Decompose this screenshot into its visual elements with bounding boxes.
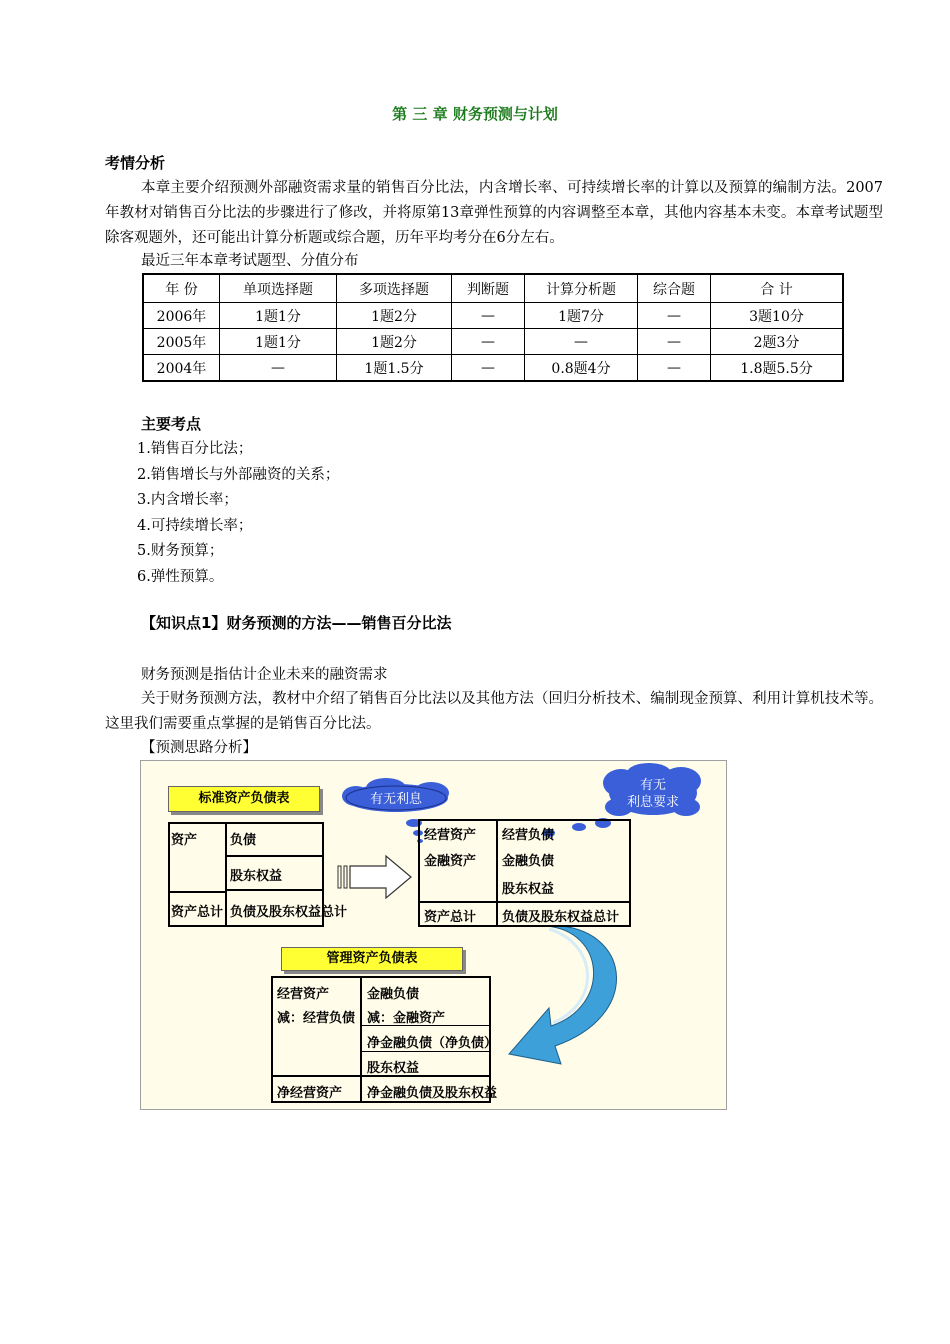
table-header-cell: 判断题	[452, 274, 525, 303]
mid-operating-asset-label: 经营资产	[424, 828, 477, 843]
table-cell: 1题1分	[220, 303, 337, 329]
table-header-cell: 单项选择题	[220, 274, 337, 303]
cloud-label-line1: 有无	[639, 778, 667, 793]
table-cell: 1题1.5分	[337, 355, 452, 382]
mgmt-less-operating-liability-label: 减：经营负债	[277, 1011, 356, 1026]
cloud-label-line2: 利息要求	[626, 795, 680, 810]
table-cell: —	[638, 355, 711, 382]
mid-total-assets-label: 资产总计	[424, 910, 477, 925]
table-cell: 1.8题5.5分	[711, 355, 844, 382]
table-cell: 1题1分	[220, 329, 337, 355]
mgmt-less-financial-asset-label: 减：金融资产	[367, 1011, 446, 1026]
list-item: 3.内含增长率；	[137, 492, 238, 508]
list-item: 4.可持续增长率；	[137, 517, 253, 534]
mgmt-financial-liability-label: 金融负债	[367, 987, 420, 1002]
page-title: 第 三 章 财务预测与计划	[392, 105, 558, 123]
table-cell: 0.8题4分	[525, 355, 638, 382]
key-points-list	[137, 437, 339, 590]
table-cell: 2006年	[143, 303, 220, 329]
right-arrow-icon	[338, 856, 411, 898]
mgmt-equity-label: 股东权益	[367, 1061, 420, 1076]
table-cell: —	[638, 329, 711, 355]
std-total-assets-label: 资产总计	[171, 905, 224, 920]
table-cell: 3题10分	[711, 303, 844, 329]
std-asset-label: 资产	[171, 833, 198, 848]
table-header-cell: 综合题	[638, 274, 711, 303]
mid-financial-liability-label: 金融负债	[502, 854, 555, 869]
management-balance-sheet-title: 管理资产负债表	[281, 947, 463, 971]
kp-subheading: 【预测思路分析】	[141, 740, 257, 756]
table-cell: 2题3分	[711, 329, 844, 355]
table-header-cell: 计算分析题	[525, 274, 638, 303]
mid-financial-asset-label: 金融资产	[424, 854, 477, 869]
table-cell: 2004年	[143, 355, 220, 382]
cloud-icon	[603, 763, 701, 816]
mgmt-net-operating-asset-label: 净经营资产	[277, 1086, 343, 1101]
table-header-cell: 年 份	[143, 274, 220, 303]
std-equity-label: 股东权益	[230, 869, 283, 884]
mid-total-liab-equity-label: 负债及股东权益总计	[502, 910, 620, 925]
exam-distribution-table	[142, 273, 844, 382]
standard-balance-sheet-title: 标准资产负债表	[168, 786, 320, 812]
exam-analysis-paragraph: 本章主要介绍预测外部融资需求量的销售百分比法，内含增长率、可持续增长率的计算以及预算的编制方法。2007年教材对销售百分比法的步骤进行了修改，并将原第13章弹性预算的内容调整至本章，其他内容基本未变。本章考试题型除客观题外，还可能出计算分析题或综合题，历年平均考分在6分左右。	[105, 180, 883, 246]
kp-paragraph: 关于财务预测方法，教材中介绍了销售百分比法以及其他方法（回归分析技术、编制现金预算、利用计算机技术等。这里我们需要重点掌握的是销售百分比法。	[105, 691, 883, 732]
cloud-icon	[342, 778, 449, 812]
table-cell: 1题2分	[337, 329, 452, 355]
mgmt-total-label: 净金融负债及股东权益	[367, 1086, 498, 1101]
table-cell: 2005年	[143, 329, 220, 355]
table-cell: —	[452, 329, 525, 355]
std-total-liab-equity-label: 负债及股东权益总计	[230, 905, 348, 920]
table-cell: —	[220, 355, 337, 382]
list-item: 1.销售百分比法；	[137, 441, 253, 457]
table-header-cell: 合 计	[711, 274, 844, 303]
table-row	[143, 303, 843, 329]
table-cell: 1题7分	[525, 303, 638, 329]
table-cell: —	[638, 303, 711, 329]
section-heading-exam-analysis: 考情分析	[105, 154, 166, 172]
mid-equity-label: 股东权益	[502, 882, 555, 897]
list-item: 2.销售增长与外部融资的关系；	[137, 466, 340, 483]
mgmt-net-financial-liability-label: 净金融负债（净负债）	[367, 1036, 498, 1051]
balance-sheet-diagram	[140, 760, 727, 1110]
table-caption: 最近三年本章考试题型、分值分布	[141, 253, 359, 269]
section-heading-key-points: 主要考点	[141, 415, 202, 433]
cloud-label-interest: 有无利息	[369, 792, 423, 807]
table-cell: —	[452, 303, 525, 329]
std-liability-label: 负债	[230, 833, 257, 848]
mgmt-operating-asset-label: 经营资产	[277, 987, 330, 1002]
table-cell: —	[452, 355, 525, 382]
list-item: 6.弹性预算。	[137, 568, 224, 585]
knowledge-point-heading: 【知识点1】财务预测的方法——销售百分比法	[141, 614, 452, 632]
table-header-row	[143, 274, 843, 303]
table-row	[143, 329, 843, 355]
kp-line: 财务预测是指估计企业未来的融资需求	[141, 667, 388, 683]
diagram-shapes	[141, 761, 726, 1109]
list-item: 5.财务预算；	[137, 543, 224, 559]
table-header-cell: 多项选择题	[337, 274, 452, 303]
curved-arrow-icon	[509, 926, 617, 1064]
mid-operating-liability-label: 经营负债	[502, 828, 555, 843]
table-cell: 1题2分	[337, 303, 452, 329]
table-row	[143, 355, 843, 382]
table-cell: —	[525, 329, 638, 355]
